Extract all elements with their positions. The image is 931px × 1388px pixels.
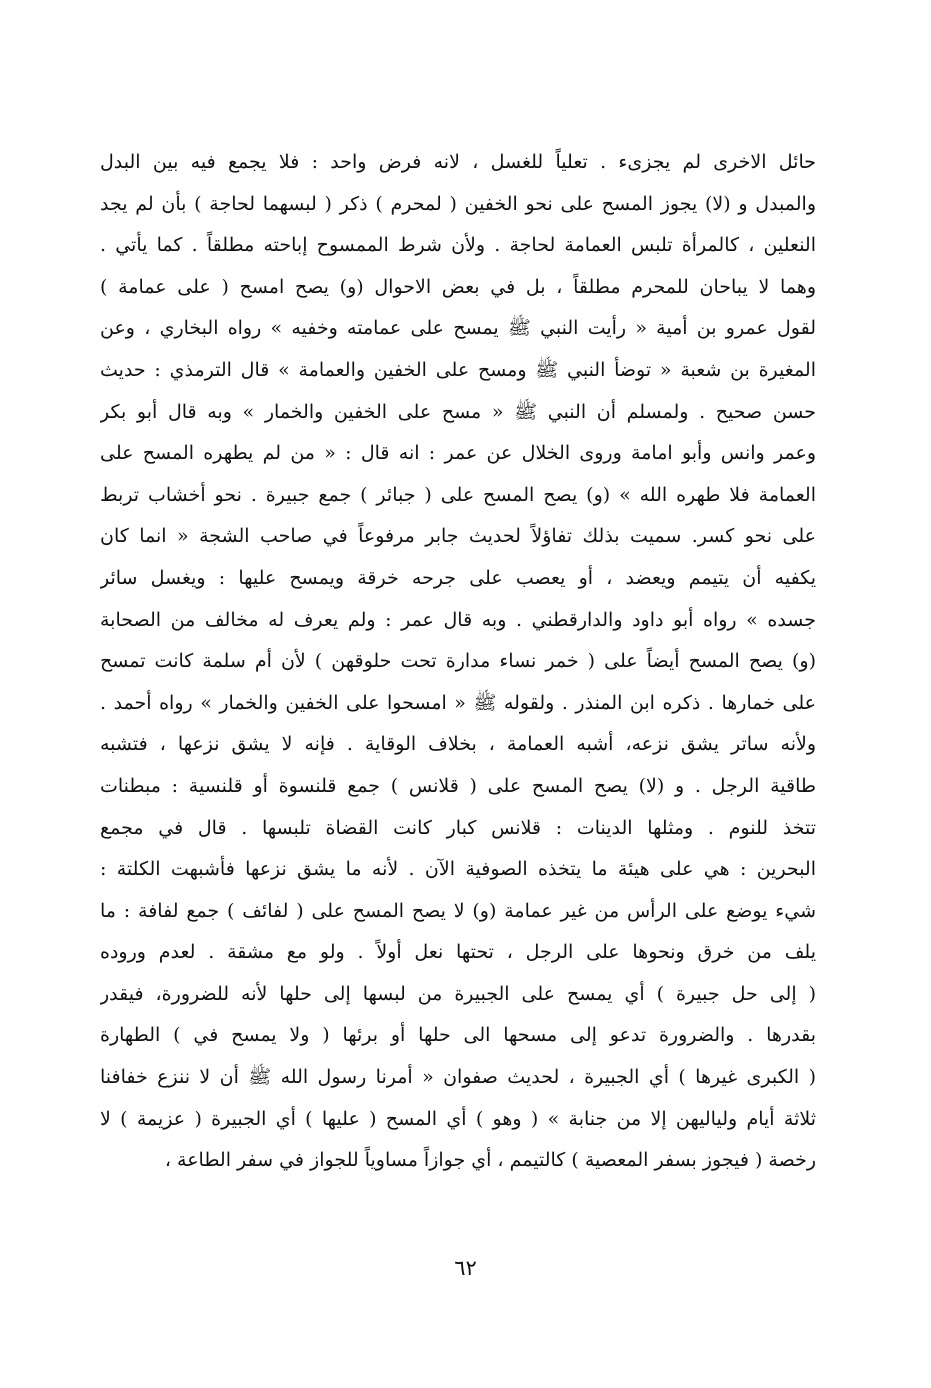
text-line: ( إلى حل جبيرة ) أي يمسح على الجبيرة من لبسها إلى حلها لأنه للضرورة، فيقدر	[100, 982, 816, 1005]
text-line: البحرين : هي على هيئة ما يتخذه الصوفية الآن . لأنه ما يشق نزعها فأشبهت الكلتة :	[100, 858, 816, 881]
text-line: وعمر وانس وأبو امامة وروى الخلال عن عمر : انه قال : « من لم يطهره المسح على	[100, 442, 816, 465]
text-line: على خمارها . ذكره ابن المنذر . ولقوله ﷺ « امسحوا على الخفين والخمار » رواه أحمد .	[100, 691, 816, 714]
body-text	[100, 142, 816, 1182]
text-line: ولأنه ساتر يشق نزعه، أشبه العمامة ، بخلاف الوقاية . فإنه لا يشق نزعها ، فتشبه	[100, 733, 816, 756]
text-line: يلف من خرق ونحوها على الرجل ، تحتها نعل أولاً . ولو مع مشقة . لعدم وروده	[100, 941, 816, 964]
text-line: (و) يصح المسح أيضاً على ( خمر نساء مدارة تحت حلوقهن ) لأن أم سلمة كانت تمسح	[100, 650, 816, 673]
text-line: شيء يوضع على الرأس من غير عمامة (و) لا يصح المسح على ( لفائف ) جمع لفافة : ما	[100, 899, 816, 922]
text-line: رخصة ( فيجوز بسفر المعصية ) كالتيمم ، أي جوازاً مساوياً للجواز في سفر الطاعة ،	[164, 1149, 816, 1172]
text-line: حائل الاخرى لم يجزىء . تعلياً للغسل ، لانه فرض واحد : فلا يجمع فيه بين البدل	[100, 151, 816, 173]
text-line: لقول عمرو بن أمية « رأيت النبي ﷺ يمسح على عمامته وخفيه » رواه البخاري ، وعن	[100, 317, 816, 340]
text-line: بقدرها . والضرورة تدعو إلى مسحها الى حلها أو برئها ( ولا يمسح في ) الطهارة	[100, 1024, 816, 1047]
text-line: حسن صحيح . ولمسلم أن النبي ﷺ « مسح على الخفين والخمار » وبه قال أبو بكر	[100, 400, 816, 423]
text-line: يكفيه أن يتيمم ويعضد ، أو يعصب على جرحه خرقة ويمسح عليها : ويغسل سائر	[100, 566, 816, 589]
text-line: النعلين ، كالمرأة تلبس العمامة لحاجة . ولأن شرط الممسوح إباحته مطلقاً . كما يأتي .	[100, 234, 816, 257]
text-line: طاقية الرجل . و (لا) يصح المسح على ( قلانس ) جمع قلنسوة أو قلنسية : مبطنات	[100, 774, 816, 797]
text-line: تتخذ للنوم . ومثلها الدينات : قلانس كبار كانت القضاة تلبسها . قال في مجمع	[100, 816, 816, 839]
text-line: المغيرة بن شعبة « توضأ النبي ﷺ ومسح على الخفين والعمامة » قال الترمذي : حديث	[100, 358, 816, 381]
text-line: ( الكبرى غيرها ) أي الجبيرة ، لحديث صفوان « أمرنا رسول الله ﷺ أن لا ننزع خفافنا	[100, 1066, 816, 1089]
page-number: ٦٢	[454, 1256, 477, 1280]
text-line: وهما لا يباحان للمحرم مطلقاً ، بل في بعض الاحوال (و) يصح امسح ( على عمامة )	[100, 275, 816, 298]
text-line: جسده » رواه أبو داود والدارقطني . وبه قال عمر : ولم يعرف له مخالف من الصحابة	[100, 608, 816, 631]
text-line: والمبدل و (لا) يجوز المسح على نحو الخفين ( لمحرم ) ذكر ( لبسهما لحاجة ) بأن لم يجد	[100, 192, 816, 215]
text-line: على نحو كسر. سميت بذلك تفاؤلاً لحديث جابر مرفوعاً في صاحب الشجة « انما كان	[100, 525, 816, 548]
text-line: ثلاثة أيام ولياليهن إلا من جنابة » ( وهو ) أي المسح ( عليها ) أي الجبيرة ( عزيمة ) لا	[100, 1107, 816, 1130]
text-line: العمامة فلا طهره الله » (و) يصح المسح على ( جبائر ) جمع جبيرة . نحو أخشاب تربط	[100, 483, 816, 506]
